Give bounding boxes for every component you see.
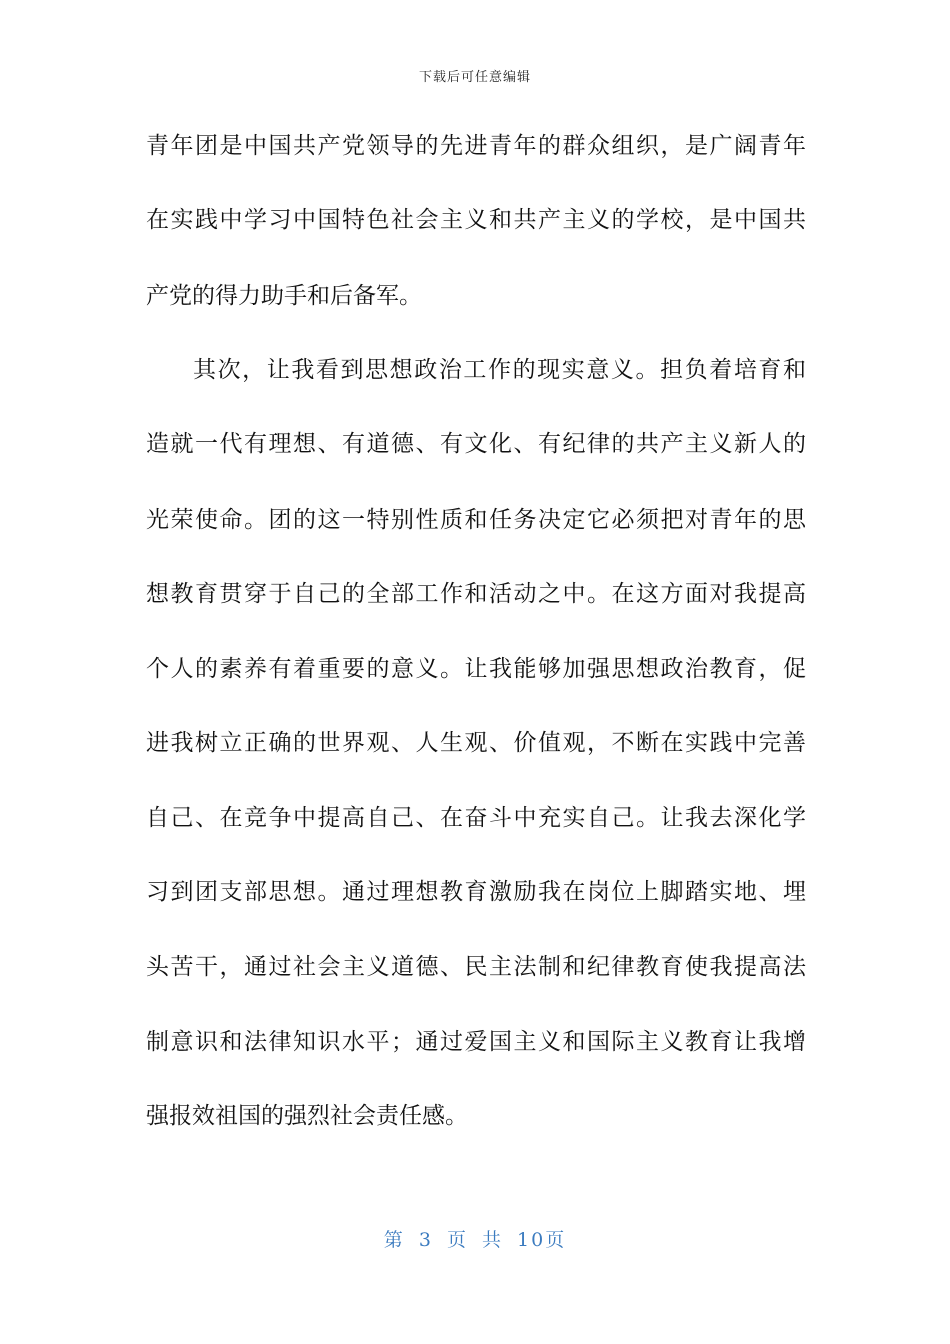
body-line: 自己、在竞争中提高自己、在奋斗中充实自己。让我去深化学 bbox=[146, 805, 806, 831]
body-line: 个人的素养有着重要的意义。让我能够加强思想政治教育，促 bbox=[146, 656, 806, 682]
body-line: 头苦干，通过社会主义道德、民主法制和纪律教育使我提高法 bbox=[146, 954, 806, 980]
body-line: 习到团支部思想。通过理想教育激励我在岗位上脚踏实地、埋 bbox=[146, 879, 806, 905]
body-line: 强报效祖国的强烈社会责任感。 bbox=[146, 1103, 468, 1129]
body-line: 想教育贯穿于自己的全部工作和活动之中。在这方面对我提高 bbox=[146, 581, 806, 607]
body-line: 进我树立正确的世界观、人生观、价值观，不断在实践中完善 bbox=[146, 730, 806, 756]
body-line: 制意识和法律知识水平；通过爱国主义和国际主义教育让我增 bbox=[146, 1029, 806, 1055]
body-line: 光荣使命。团的这一特别性质和任务决定它必须把对青年的思 bbox=[146, 507, 806, 533]
body-line: 在实践中学习中国特色社会主义和共产主义的学校，是中国共 bbox=[146, 207, 806, 233]
body-line-indented: 其次，让我看到思想政治工作的现实意义。担负着培育和 bbox=[193, 357, 806, 383]
page-number-footer: 第 3 页 共 10页 bbox=[383, 1229, 567, 1251]
body-line: 造就一代有理想、有道德、有文化、有纪律的共产主义新人的 bbox=[146, 431, 806, 457]
body-line: 青年团是中国共产党领导的先进青年的群众组织，是广阔青年 bbox=[146, 133, 806, 159]
body-line: 产党的得力助手和后备军。 bbox=[146, 283, 422, 309]
header-note: 下载后可任意编辑 bbox=[418, 70, 531, 85]
